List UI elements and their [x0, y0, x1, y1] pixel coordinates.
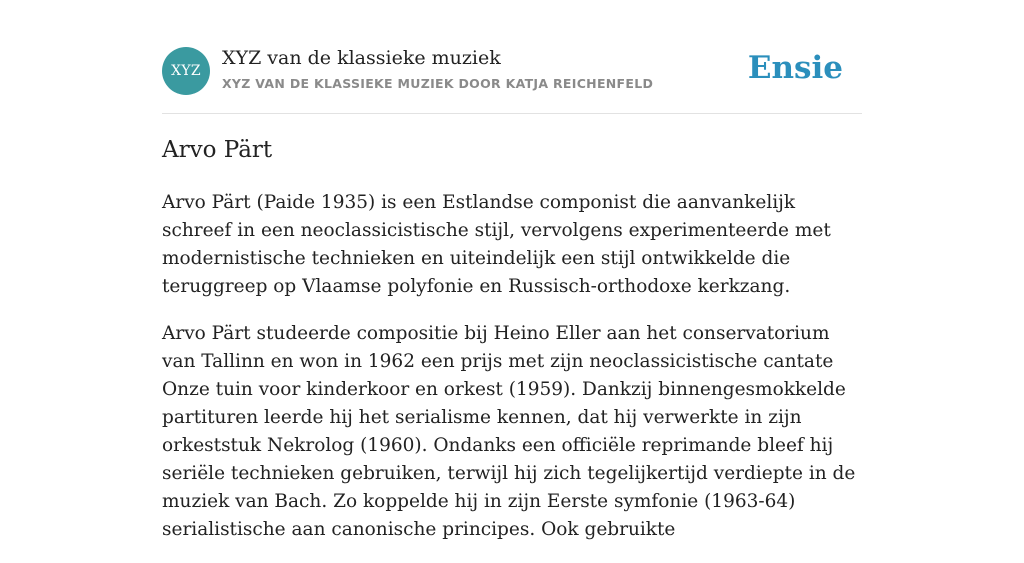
brand-logo[interactable]: Ensie — [747, 50, 843, 86]
avatar[interactable]: XYZ — [162, 47, 210, 95]
article-paragraph: Arvo Pärt studeerde compositie bij Heino Eller aan het conservatorium van Tallinn en won in 1962 een prijs met zijn neoclassicistische cantate Onze tuin voor kinderkoor en orkest (1959). Dankzij binnengesmokkelde partituren leerde hij het serialisme kennen, dat hij verwerkte in zijn orkeststuk Nekrolog (1960). Ondanks een officiële reprimande bleef hij seriële technieken gebruiken, terwijl hij zich tegelijkertijd verdiepte in de muziek van Bach. Zo koppelde hij in zijn Eerste symfonie (1963-64) serialistische aan canonische principes. Ook gebruikte — [162, 323, 856, 540]
header-divider — [162, 113, 862, 114]
article-body — [162, 189, 862, 563]
site-header — [162, 47, 862, 95]
article-title: Arvo Pärt — [162, 137, 273, 163]
publication-title[interactable]: XYZ van de klassieke muziek — [222, 47, 501, 69]
publication-subtitle: XYZ VAN DE KLASSIEKE MUZIEK DOOR KATJA REICHENFELD — [222, 76, 654, 91]
article-paragraph: Arvo Pärt (Paide 1935) is een Estlandse componist die aanvankelijk schreef in een neoclassicistische stijl, vervolgens experimenteerde met modernistische technieken en uiteindelijk een stijl ontwikkelde die teruggreep op Vlaamse polyfonie en Russisch-orthodoxe kerkzang. — [162, 192, 831, 297]
